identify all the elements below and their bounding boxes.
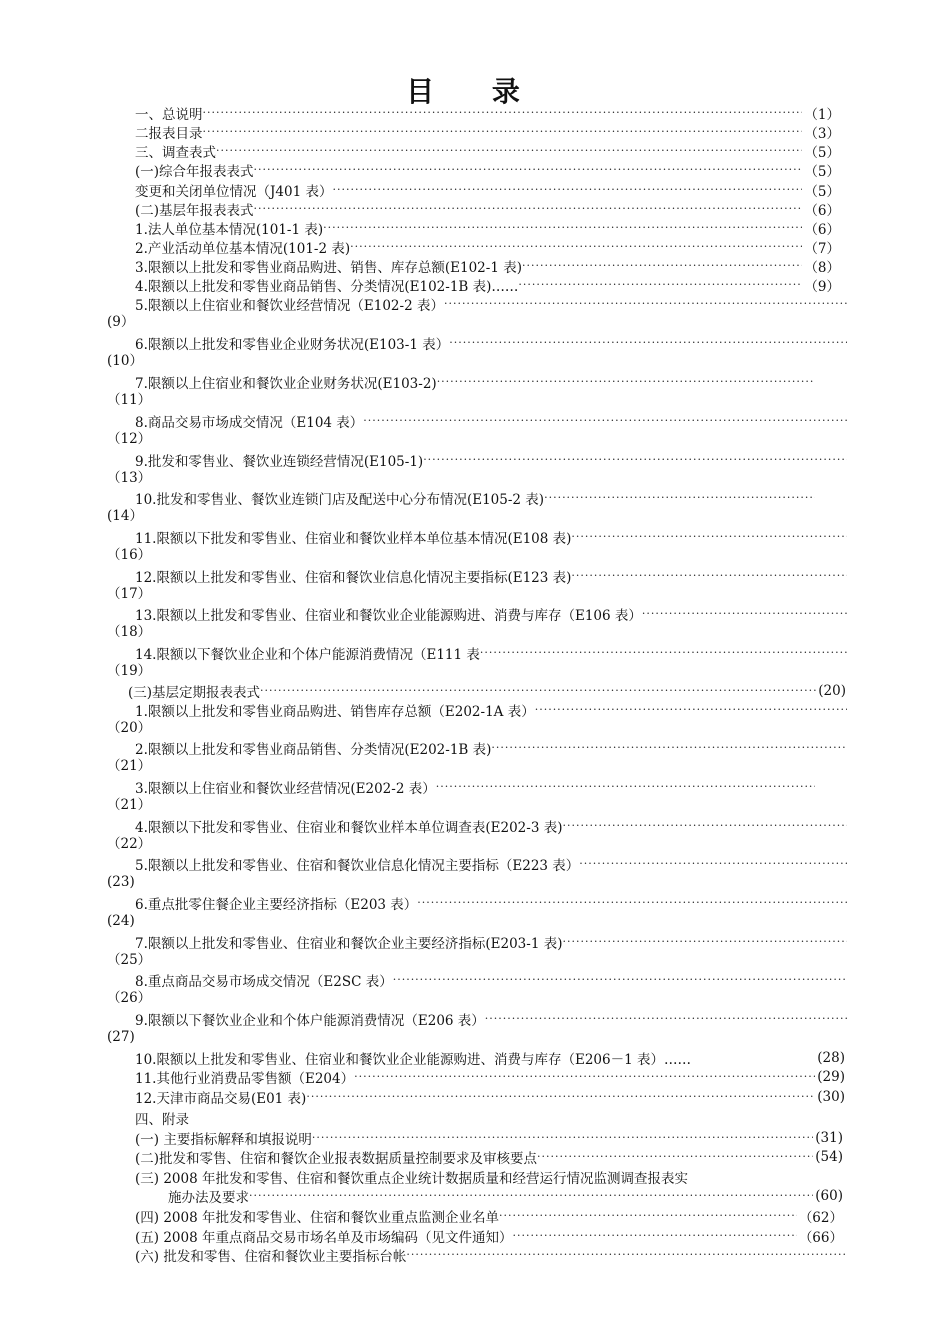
toc-entry bbox=[135, 199, 840, 218]
toc-entry bbox=[135, 372, 813, 391]
toc-entry-page: （16） bbox=[107, 547, 152, 563]
toc-entry-page: （7） bbox=[804, 240, 840, 257]
toc-entry bbox=[135, 180, 840, 199]
toc-entry-label: 12.限额以上批发和零售业、住宿和餐饮业信息化情况主要指标(E123 表) bbox=[135, 569, 572, 586]
toc-entry-page: (54) bbox=[815, 1148, 843, 1165]
toc-entry-label: (三)基层定期报表表式 bbox=[128, 684, 261, 701]
toc-entry bbox=[135, 1245, 847, 1264]
toc-entry bbox=[135, 141, 840, 160]
toc-entry bbox=[135, 1167, 843, 1186]
leader-dots bbox=[522, 256, 802, 275]
toc-entry-page: （6） bbox=[804, 202, 840, 219]
toc-entry-label: 6.限额以上批发和零售业企业财务状况(E103-1 表） bbox=[135, 336, 450, 353]
toc-entry-page: (23) bbox=[107, 874, 135, 890]
toc-entry-label: 9.批发和零售业、餐饮业连锁经营情况(E105-1) bbox=[135, 453, 424, 470]
toc-entry-label: 11.其他行业消费品零售额（E204） bbox=[135, 1070, 355, 1087]
toc-entry-label: 三、调查表式 bbox=[135, 144, 216, 161]
toc-entry-page: （21） bbox=[107, 797, 152, 813]
leader-dots bbox=[571, 566, 847, 585]
leader-dots bbox=[642, 604, 847, 623]
toc-entry bbox=[135, 1147, 843, 1166]
toc-entry bbox=[135, 816, 847, 835]
toc-entry-label: 2.产业活动单位基本情况(101-2 表) bbox=[135, 240, 351, 257]
toc-entry-label: (四) 2008 年批发和零售业、住宿和餐饮业重点监测企业名单 bbox=[135, 1209, 499, 1226]
leader-dots bbox=[485, 1009, 847, 1028]
toc-entry-page: （13） bbox=[107, 470, 152, 486]
leader-dots bbox=[216, 141, 802, 160]
toc-entry-label: 2.限额以上批发和零售业商品销售、分类情况(E202-1B 表) bbox=[135, 741, 492, 758]
toc-entry bbox=[135, 643, 847, 662]
toc-entry bbox=[135, 1128, 843, 1147]
toc-entry-page: (30) bbox=[817, 1088, 845, 1105]
leader-dots bbox=[444, 294, 847, 313]
toc-entry-label: 5.限额以上批发和零售业、住宿和餐饮业信息化情况主要指标（E223 表） bbox=[135, 857, 580, 874]
toc-entry bbox=[135, 527, 847, 546]
toc-entry bbox=[135, 1206, 843, 1225]
toc-entry bbox=[135, 1009, 847, 1028]
toc-entry-page: （11） bbox=[107, 392, 152, 408]
leader-dots bbox=[306, 1087, 815, 1106]
toc-entry-label: 12.天津市商品交易(E01 表) bbox=[135, 1090, 307, 1107]
toc-entry bbox=[135, 1067, 845, 1086]
toc-entry-label: 7.限额以上批发和零售业、住宿业和餐饮企业主要经济指标(E203-1 表) bbox=[135, 935, 563, 952]
leader-dots bbox=[437, 372, 813, 391]
toc-entry-page: （20） bbox=[107, 720, 152, 736]
toc-entry bbox=[135, 218, 840, 237]
leader-dots bbox=[312, 1128, 813, 1147]
toc-entry-label: 4.限额以上批发和零售业商品销售、分类情况(E102-1B 表)…… bbox=[135, 278, 519, 295]
toc-entry-page: （66） bbox=[798, 1229, 843, 1246]
toc-entry bbox=[135, 294, 847, 313]
toc-entry-label: 10.批发和零售业、餐饮业连锁门店及配送中心分布情况(E105-2 表) bbox=[135, 491, 545, 508]
leader-dots bbox=[491, 738, 847, 757]
leader-dots bbox=[571, 527, 847, 546]
toc-entry-label: 8.商品交易市场成交情况（E104 表） bbox=[135, 414, 364, 431]
leader-dots bbox=[480, 643, 847, 662]
toc-entry bbox=[135, 893, 847, 912]
leader-dots bbox=[518, 275, 802, 294]
toc-entry-label: (五) 2008 年重点商品交易市场名单及市场编码（见文件通知） bbox=[135, 1229, 513, 1246]
toc-entry bbox=[128, 681, 846, 700]
toc-entry bbox=[135, 333, 847, 352]
toc-entry-page: (9） bbox=[107, 314, 135, 330]
toc-entry-page: （5） bbox=[804, 163, 840, 180]
toc-entry-page: (14） bbox=[107, 508, 143, 524]
toc-entry-label: 二报表目录 bbox=[135, 125, 203, 142]
toc-entry-page: （1） bbox=[804, 106, 840, 123]
toc-entry-label: 13.限额以上批发和零售业、住宿业和餐饮业企业能源购进、消费与库存（E106 表） bbox=[135, 607, 642, 624]
toc-entry-page: （6） bbox=[804, 221, 840, 238]
leader-dots bbox=[417, 893, 847, 912]
toc-entry-page: （19） bbox=[107, 663, 152, 679]
leader-dots bbox=[203, 122, 803, 141]
leader-dots bbox=[363, 411, 847, 430]
leader-dots bbox=[535, 700, 847, 719]
toc-entry-page: （8） bbox=[804, 259, 840, 276]
toc-entry-page: (10） bbox=[107, 353, 143, 369]
leader-dots bbox=[512, 1226, 796, 1245]
toc-entry-label: (一) 主要指标解释和填报说明 bbox=[135, 1131, 312, 1148]
leader-dots bbox=[354, 1067, 815, 1086]
leader-dots bbox=[544, 488, 815, 507]
toc-entry-label: 7.限额以上住宿业和餐饮业企业财务状况(E103-2) bbox=[135, 375, 437, 392]
toc-entry-page: (20) bbox=[818, 682, 846, 699]
toc-entry-label: 4.限额以下批发和零售业、住宿业和餐饮业样本单位调查表(E202-3 表) bbox=[135, 819, 563, 836]
toc-entry-page: (60) bbox=[815, 1187, 843, 1204]
leader-dots bbox=[350, 237, 802, 256]
toc-entry-page: (24) bbox=[107, 913, 135, 929]
leader-dots bbox=[260, 681, 816, 700]
toc-entry bbox=[168, 1186, 843, 1205]
toc-entry bbox=[135, 970, 847, 989]
toc-entry-label: 10.限额以上批发和零售业、住宿业和餐饮业企业能源购进、消费与库存（E206－1 表）…… bbox=[135, 1051, 691, 1068]
toc-entry-label: (一)综合年报表表式 bbox=[135, 163, 254, 180]
toc-entry bbox=[135, 854, 847, 873]
toc-entry-label: 11.限额以下批发和零售业、住宿业和餐饮业样本单位基本情况(E108 表) bbox=[135, 530, 572, 547]
toc-entry bbox=[135, 738, 847, 757]
leader-dots bbox=[537, 1147, 813, 1166]
toc-entry-page: (28) bbox=[817, 1049, 845, 1066]
toc-entry bbox=[135, 1226, 843, 1245]
toc-entry-page: （3） bbox=[804, 125, 840, 142]
leader-dots bbox=[436, 777, 815, 796]
toc-entry-label: (二)批发和零售、住宿和餐饮企业报表数据质量控制要求及审核要点 bbox=[135, 1150, 538, 1167]
leader-dots bbox=[203, 103, 803, 122]
toc-entry-label: (三) 2008 年批发和零售、住宿和餐饮重点企业统计数据质量和经营运行情况监测调查报表实 bbox=[135, 1170, 688, 1187]
toc-entry bbox=[135, 1048, 845, 1067]
toc-entry bbox=[135, 411, 847, 430]
toc-entry-label: (六) 批发和零售、住宿和餐饮业主要指标台帐 bbox=[135, 1248, 407, 1265]
leader-dots bbox=[562, 932, 847, 951]
toc-entry-label: (二)基层年报表表式 bbox=[135, 202, 254, 219]
toc-entry-page: （22） bbox=[107, 836, 152, 852]
toc-entry-label: 1.法人单位基本情况(101-1 表) bbox=[135, 221, 324, 238]
toc-entry-label: 14.限额以下餐饮业企业和个体户能源消费情况（E111 表 bbox=[135, 646, 480, 663]
page-title: 目 录 bbox=[406, 75, 544, 108]
toc-entry bbox=[135, 488, 815, 507]
toc-entry-label: 6.重点批零住餐企业主要经济指标（E203 表） bbox=[135, 896, 418, 913]
toc-entry-label: 3.限额以上批发和零售业商品购进、销售、库存总额(E102-1 表) bbox=[135, 259, 522, 276]
toc-entry-page: （18） bbox=[107, 624, 152, 640]
toc-entry-page: （5） bbox=[804, 144, 840, 161]
toc-entry-page: (29) bbox=[817, 1068, 845, 1085]
toc-entry bbox=[135, 275, 840, 294]
leader-dots bbox=[499, 1206, 797, 1225]
leader-dots bbox=[393, 970, 847, 989]
leader-dots bbox=[254, 199, 803, 218]
toc-entry bbox=[135, 1108, 840, 1127]
toc-entry-label: 施办法及要求 bbox=[168, 1189, 249, 1206]
toc-entry-page: (31) bbox=[815, 1129, 843, 1146]
toc-entry bbox=[135, 256, 840, 275]
toc-entry-page: （26） bbox=[107, 990, 152, 1006]
toc-entry-page: （5） bbox=[804, 183, 840, 200]
toc-entry-page: （25） bbox=[107, 952, 152, 968]
toc-entry-label: 变更和关闭单位情况（J401 表） bbox=[135, 183, 333, 200]
toc-entry-label: 9.限额以下餐饮业企业和个体户能源消费情况（E206 表） bbox=[135, 1012, 485, 1029]
toc-entry-label: 一、总说明 bbox=[135, 106, 203, 123]
toc-entry bbox=[135, 122, 840, 141]
toc-entry-page: （62） bbox=[798, 1209, 843, 1226]
toc-entry-label: 四、附录 bbox=[135, 1111, 189, 1128]
toc-entry bbox=[135, 237, 840, 256]
toc-entry-page: （12） bbox=[107, 431, 152, 447]
toc-entry bbox=[135, 450, 847, 469]
leader-dots bbox=[423, 450, 847, 469]
toc-entry-page: (27) bbox=[107, 1029, 135, 1045]
toc-entry-page: （17） bbox=[107, 586, 152, 602]
toc-entry-page: （9） bbox=[804, 278, 840, 295]
toc-entry bbox=[135, 1087, 845, 1106]
toc-entry bbox=[135, 700, 847, 719]
toc-entry bbox=[135, 566, 847, 585]
leader-dots bbox=[332, 180, 802, 199]
toc-entry-label: 1.限额以上批发和零售业商品购进、销售库存总额（E202-1A 表） bbox=[135, 703, 535, 720]
toc-entry bbox=[135, 103, 840, 122]
leader-dots bbox=[249, 1186, 813, 1205]
toc-entry-label: 3.限额以上住宿业和餐饮业经营情况(E202-2 表） bbox=[135, 780, 436, 797]
toc-entry bbox=[135, 932, 847, 951]
toc-entry-label: 5.限额以上住宿业和餐饮业经营情况（E102-2 表） bbox=[135, 297, 444, 314]
leader-dots bbox=[323, 218, 802, 237]
leader-dots bbox=[449, 333, 847, 352]
toc-entry bbox=[135, 604, 847, 623]
toc-entry-page: （21） bbox=[107, 758, 152, 774]
toc-entry-label: 8.重点商品交易市场成交情况（E2SC 表） bbox=[135, 973, 393, 990]
leader-dots bbox=[254, 160, 803, 179]
leader-dots bbox=[579, 854, 847, 873]
toc-entry bbox=[135, 160, 840, 179]
leader-dots bbox=[562, 816, 847, 835]
leader-dots bbox=[406, 1245, 847, 1264]
toc-entry bbox=[135, 777, 815, 796]
